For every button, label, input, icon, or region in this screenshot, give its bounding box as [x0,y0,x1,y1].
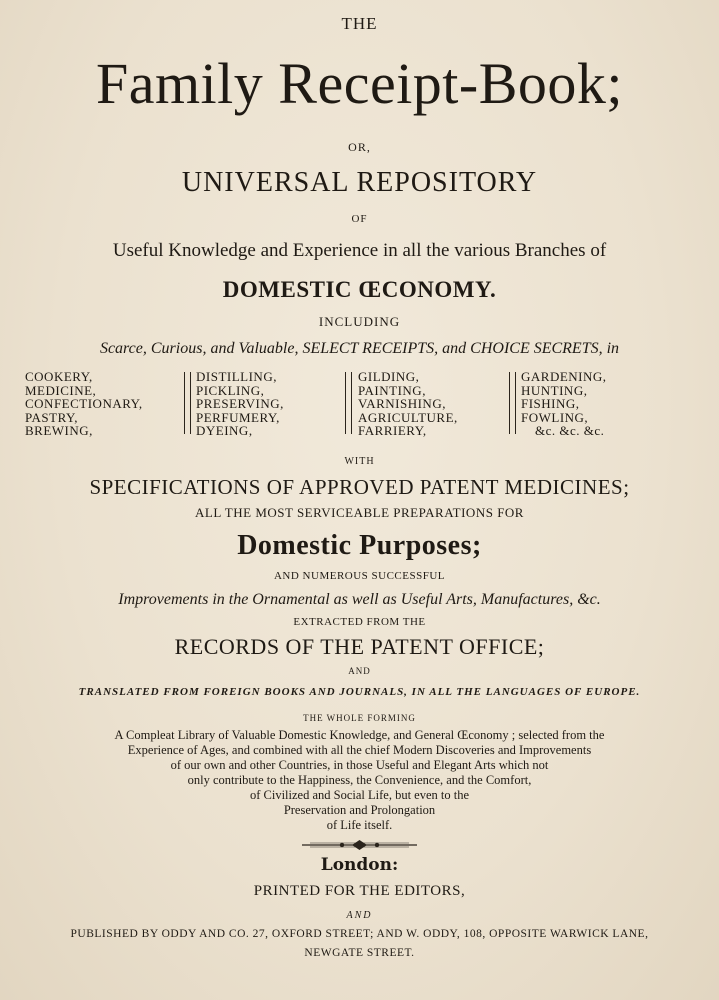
body-line: Preservation and Prolongation [283,803,436,817]
imprint-newgate: NEWGATE STREET. [304,947,415,959]
patent-office-line: RECORDS OF THE PATENT OFFICE; [174,634,545,659]
subject-item: PAINTING, [358,382,426,398]
improvements-line: Improvements in the Ornamental as well as Useful Arts, Manufactures, &c. [118,591,601,608]
subject-item: COOKERY, [25,369,93,384]
useful-knowledge-line: Useful Knowledge and Experience in all the various Branches of [112,240,607,261]
subject-item: FISHING, [521,396,580,411]
subject-item: GILDING, [358,369,420,384]
subtitle: UNIVERSAL REPOSITORY [181,167,538,198]
subject-item: PICKLING, [196,382,265,398]
and-line: AND [348,666,371,676]
numerous-line: AND NUMEROUS SUCCESSFUL [273,570,446,582]
body-line: only contribute to the Happiness, the Convenience, and the Comfort, [187,773,532,787]
subject-item: AGRICULTURE, [358,409,458,425]
subject-column-3 [358,370,458,438]
subject-item: PERFUMERY, [196,409,280,425]
extracted-line: EXTRACTED FROM THE [293,616,426,628]
book-title: Family Receipt-Book; [95,51,624,116]
domestic-purposes-heading: Domestic Purposes; [237,530,482,561]
or-line: OR, [348,140,371,154]
imprint-published: PUBLISHED BY ODDY AND CO. 27, OXFORD STREET; AND W. ODDY, 108, OPPOSITE WARWICK LANE, [70,928,649,940]
subject-column-1 [25,370,143,438]
body-line: A Compleat Library of Valuable Domestic Knowledge, and General Œconomy ; selected from the [114,728,605,742]
subject-column-2 [196,370,284,438]
select-receipts-line: Scarce, Curious, and Valuable, SELECT RECEIPTS, and CHOICE SECRETS, in [99,340,620,357]
subject-item: HUNTING, [521,382,588,398]
body-line: of Life itself. [326,818,393,832]
subject-item: &c. &c. &c. [535,423,605,438]
including-line: INCLUDING [318,314,401,329]
subject-item: GARDENING, [521,369,607,384]
column-divider [509,372,516,434]
subject-item: FARRIERY, [358,423,427,438]
subject-item: VARNISHING, [358,396,446,411]
subject-item: CONFECTIONARY, [25,396,143,411]
imprint-london: London: [320,855,399,875]
of-line: OF [351,213,368,225]
subject-item: DISTILLING, [196,369,277,384]
subject-item: MEDICINE, [25,382,97,398]
subject-column-4 [521,370,607,438]
column-divider [184,372,191,434]
body-line: of our own and other Countries, in those Useful and Elegant Arts which not [170,758,549,772]
subject-item: DYEING, [196,423,253,438]
domestic-economy-line: DOMESTIC ŒCONOMY. [222,277,497,302]
subject-item: PRESERVING, [196,396,284,411]
whole-forming-line: THE WHOLE FORMING [303,713,416,723]
body-line: Experience of Ages, and combined with all the chief Modern Discoveries and Improvements [127,743,592,757]
with-line: WITH [344,456,375,467]
translated-line: TRANSLATED FROM FOREIGN BOOKS AND JOURNALS, IN ALL THE LANGUAGES OF EUROPE. [78,686,641,698]
specifications-line: SPECIFICATIONS OF APPROVED PATENT MEDICINES; [89,475,630,499]
subject-item: PASTRY, [25,409,79,425]
body-line: of Civilized and Social Life, but even to the [249,788,470,802]
article-the: THE [341,14,378,33]
preparations-line: ALL THE MOST SERVICEABLE PREPARATIONS FOR [195,505,524,520]
subject-item: BREWING, [25,423,93,438]
column-divider [345,372,352,434]
imprint-and: AND [346,910,373,921]
imprint-printed: PRINTED FOR THE EDITORS, [253,883,466,899]
subject-item: FOWLING, [521,409,589,425]
subject-columns [25,370,705,442]
ornament-rule [300,838,419,852]
